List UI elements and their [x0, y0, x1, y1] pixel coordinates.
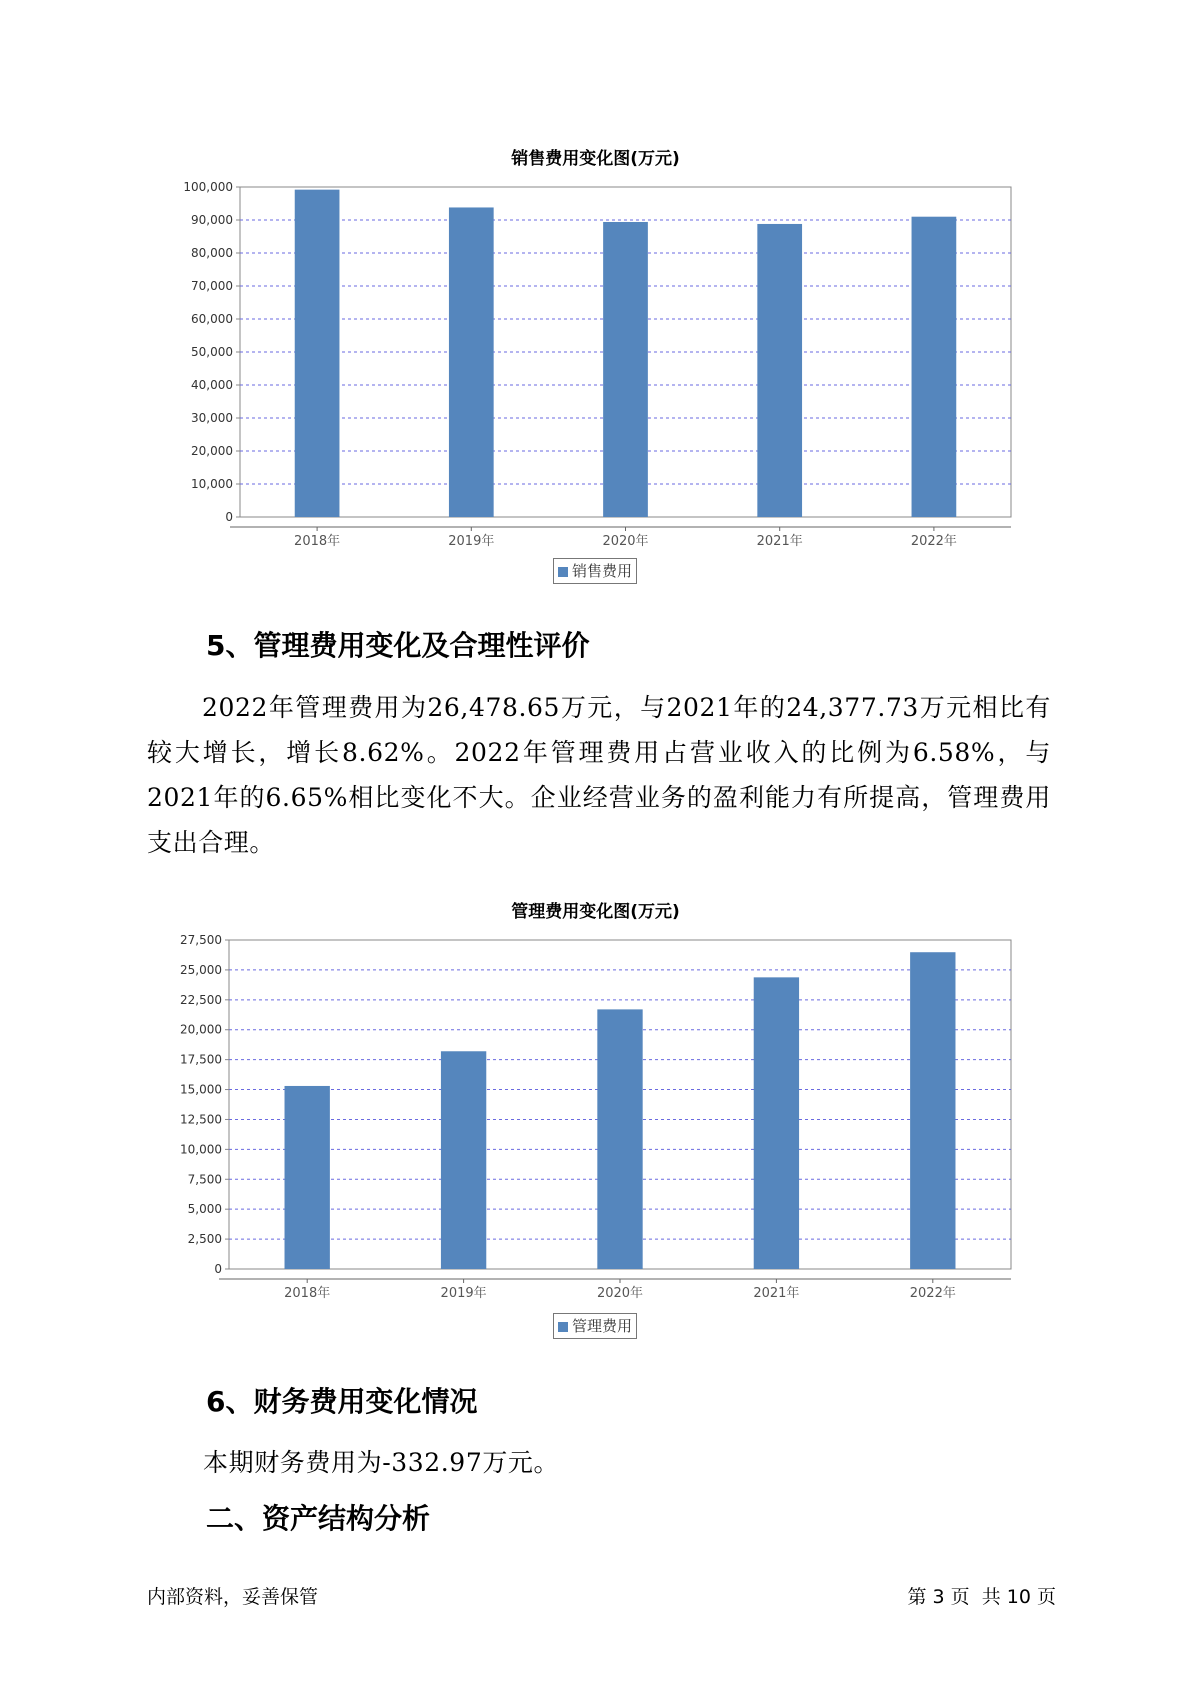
y-tick-label: 22,500 [180, 992, 222, 1007]
y-tick-label: 0 [225, 510, 233, 524]
y-tick-label: 40,000 [191, 378, 233, 392]
bar [597, 1009, 642, 1269]
admin-chart-title: 管理费用变化图(万元) [511, 902, 680, 922]
x-tick-label: 2018年 [284, 1286, 331, 1301]
x-tick-label: 2021年 [756, 534, 803, 549]
footer-confidential-note: 内部资料，妥善保管 [147, 1586, 319, 1608]
section-5-heading: 5、管理费用变化及合理性评价 [206, 629, 590, 662]
x-tick-label: 2020年 [602, 534, 649, 549]
footer-page-number: 第 3 页 共 10 页 [907, 1586, 1056, 1608]
bar [912, 217, 957, 517]
y-tick-label: 70,000 [191, 279, 233, 293]
x-tick-label: 2019年 [448, 534, 495, 549]
y-tick-label: 80,000 [191, 246, 233, 260]
bar [441, 1051, 486, 1269]
bar [285, 1086, 330, 1269]
y-tick-label: 30,000 [191, 411, 233, 425]
bar [603, 222, 648, 517]
y-tick-label: 20,000 [180, 1022, 222, 1037]
bar [295, 190, 340, 517]
section-two-heading: 二、资产结构分析 [206, 1502, 431, 1535]
y-tick-label: 25,000 [180, 962, 222, 977]
bar [910, 952, 955, 1269]
sales-chart-title: 销售费用变化图(万元) [511, 149, 680, 169]
section-5-paragraph: 2022年管理费用为26,478.65万元，与2021年的24,377.73万元相比有较大增长，增长8.62%。2022年管理费用占营业收入的比例为6.58%，与2021年的6.65%相比变化不大。企业经营业务的盈利能力有所提高，管理费用支出合理。 [147, 693, 1051, 857]
y-tick-label: 17,500 [180, 1052, 222, 1067]
y-tick-label: 0 [214, 1262, 222, 1276]
y-tick-label: 10,000 [191, 477, 233, 491]
x-tick-label: 2022年 [909, 1286, 956, 1301]
y-tick-label: 10,000 [180, 1142, 222, 1157]
x-tick-label: 2019年 [440, 1286, 487, 1301]
y-tick-label: 27,500 [180, 933, 222, 947]
bar [754, 977, 799, 1269]
legend-label: 销售费用 [572, 562, 633, 580]
section-6-heading: 6、财务费用变化情况 [206, 1385, 478, 1418]
x-tick-label: 2020年 [596, 1286, 644, 1301]
y-tick-label: 7,500 [187, 1172, 222, 1187]
y-tick-label: 15,000 [180, 1082, 222, 1097]
y-tick-label: 12,500 [180, 1112, 222, 1127]
y-tick-label: 100,000 [183, 180, 233, 194]
y-tick-label: 20,000 [191, 444, 233, 458]
legend-label: 管理费用 [572, 1317, 633, 1335]
bar [449, 207, 494, 517]
admin-expense-chart [0, 932, 1191, 1301]
admin-chart-legend [553, 1313, 637, 1339]
legend-swatch [558, 1322, 568, 1332]
y-tick-label: 60,000 [191, 312, 233, 326]
x-tick-label: 2022年 [910, 534, 957, 549]
bar [757, 224, 802, 517]
x-tick-label: 2021年 [753, 1286, 800, 1301]
sales-chart-legend [553, 558, 637, 584]
y-tick-label: 50,000 [191, 345, 233, 359]
y-tick-label: 5,000 [187, 1202, 222, 1217]
legend-swatch [558, 567, 568, 577]
sales-expense-chart [0, 180, 1191, 549]
y-tick-label: 90,000 [191, 213, 233, 227]
section-6-text: 本期财务费用为-332.97万元。 [203, 1448, 560, 1477]
x-tick-label: 2018年 [294, 534, 341, 549]
y-tick-label: 2,500 [187, 1232, 222, 1247]
